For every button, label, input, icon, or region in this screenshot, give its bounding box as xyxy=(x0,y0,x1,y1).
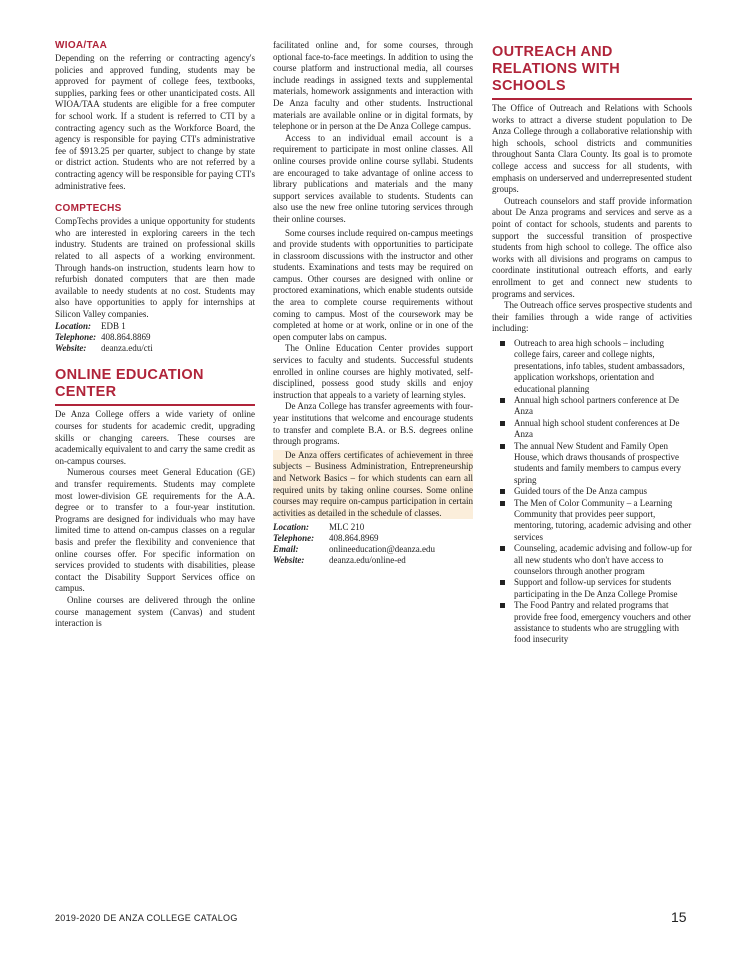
wioa-paragraph: Depending on the referring or contracting agency's policies and approved funding, students may be approved for payment of college fees, textbooks, supplies, parking fees or other unanticipated costs. All WIOA/TAA students are eligible for a free computer for school work. If a student is referred to CTI by a contracting agency such as the Workforce Board, the agency is responsible for paying CTI's administrative fee of $913.25 per quarter, subject to change by state or district action. Students who are not referred by a contracting agency will be responsible for paying CTI's administrative fees. xyxy=(55,53,255,191)
list-item: Support and follow-up services for students participating in the De Anza College Promise xyxy=(492,577,692,600)
contact-label: Website: xyxy=(55,343,87,354)
outreach-heading: OUTREACH AND RELATIONS WITH SCHOOLS xyxy=(492,44,692,100)
contact-label: Location: xyxy=(55,321,91,332)
list-item: Guided tours of the De Anza campus xyxy=(492,486,692,497)
online-paragraph-2: Numerous courses meet General Education (GE) and transfer requirements. Students may complete most lower-division GE requirements for the A.A. degree or to transfer to a four-year institution. Programs are designed for individuals who may have limited time to attend on-campus classes on a regular basis and prefer the flexibility and convenience that online courses offer. For specific information on services provided to students with disabilities, please contact the Disability Support Services office on campus. xyxy=(55,467,255,594)
outreach-paragraph-3: The Outreach office serves prospective students and their families through a wide range of activities including: xyxy=(492,300,692,334)
online-education-heading: ONLINE EDUCATION CENTER xyxy=(55,367,255,406)
outreach-paragraph-2: Outreach counselors and staff provide information about De Anza programs and services and serve as a point of contact for schools, students and parents to support the successful transition of prospective students from high school to college. The office also works with all divisions and programs on campus to coordinate institutional outreach efforts, and early enrollment to get and connect new students to programs and services. xyxy=(492,195,692,299)
list-item: Annual high school partners conference at De Anza xyxy=(492,395,692,418)
online-paragraph-4: facilitated online and, for some courses, through optional face-to-face meetings. In addition to using the course platform and instructional media, all courses include readings in assigned texts and supplemental materials, homework assignments and interaction with De Anza faculty and other students. Instructional materials are available online or in digital formats, by telephone or in person at the De Anza College campus. xyxy=(273,40,473,132)
contact-value[interactable]: onlineeducation@deanza.edu xyxy=(329,544,435,555)
contact-label: Website: xyxy=(273,555,305,566)
comptechs-contact-info xyxy=(55,321,255,354)
online-paragraph-7: The Online Education Center provides support services to faculty and students. Successful students enrolled in online courses are highly motivated, self-disciplined, possess good study skills and enjoy instruction that appeals to a variety of learning styles. xyxy=(273,343,473,400)
contact-row xyxy=(55,343,255,354)
highlighted-paragraph: De Anza offers certificates of achievement in three subjects – Business Administration, Entrepreneurship and Network Basics – for which students can earn all required units by taking online courses. Some online courses may require on-campus participation in certain activities as detailed in the schedule of classes. xyxy=(273,449,473,518)
contact-value[interactable]: deanza.edu/online-ed xyxy=(329,555,406,566)
online-paragraph-8: De Anza College has transfer agreements with four-year institutions that welcome and encourage students to transfer and complete B.A. or B.S. degrees online through programs. xyxy=(273,401,473,447)
online-paragraph-5: Access to an individual email account is a requirement to participate in most online classes. All online courses provide online course syllabi. Students are encouraged to take advantage of online access to library publications and materials and the many support services available to students. Students can also use the new free online tutoring services through their online courses. xyxy=(273,132,473,224)
wioa-heading: WIOA/TAA xyxy=(55,40,108,51)
column-left xyxy=(55,40,255,630)
contact-value: 408.864.8969 xyxy=(329,533,379,544)
contact-value[interactable]: deanza.edu/cti xyxy=(101,343,153,354)
list-item: The Food Pantry and related programs that provide free food, emergency vouchers and other assistance to students who are struggling with food insecurity xyxy=(492,600,692,646)
outreach-activity-list xyxy=(492,338,692,646)
contact-label: Location: xyxy=(273,522,309,533)
column-middle xyxy=(273,40,473,566)
contact-row xyxy=(273,544,473,555)
contact-row xyxy=(55,332,255,343)
online-contact-info xyxy=(273,522,473,566)
online-paragraph-3: Online courses are delivered through the online course management system (Canvas) and student interaction is xyxy=(55,594,255,629)
list-item: Outreach to area high schools – including college fairs, career and college nights, presentations, info tables, student ambassadors, application workshops, orientation and educational planning xyxy=(492,338,692,395)
online-paragraph-1: De Anza College offers a wide variety of online courses for students for academic credit, upgrading skills or changing careers. These courses are academically equivalent to and carry the same credit as on-campus courses. xyxy=(55,409,255,466)
catalog-footer-title: 2019-2020 DE ANZA COLLEGE CATALOG xyxy=(55,913,238,923)
list-item: The Men of Color Community – a Learning Community that provides peer support, mentoring, tutoring, academic advising and other services xyxy=(492,498,692,544)
contact-row xyxy=(55,321,255,332)
contact-label: Telephone: xyxy=(273,533,315,544)
page-number: 15 xyxy=(671,909,687,925)
contact-value: 408.864.8869 xyxy=(101,332,151,343)
contact-label: Email: xyxy=(273,544,299,555)
comptechs-heading: COMPTECHS xyxy=(55,203,122,215)
contact-row xyxy=(273,522,473,533)
contact-row xyxy=(273,555,473,566)
list-item: Annual high school student conferences at De Anza xyxy=(492,418,692,441)
contact-value: EDB 1 xyxy=(101,321,126,332)
column-right xyxy=(492,40,692,646)
outreach-paragraph-1: The Office of Outreach and Relations with Schools works to attract a diverse student population to De Anza College through a collaborative relationship with high schools, school districts and communities throughout Santa Clara County. Its goal is to promote college access and success for all students, with emphasis on underserved and underrepresented student groups. xyxy=(492,103,692,195)
contact-label: Telephone: xyxy=(55,332,97,343)
contact-value: MLC 210 xyxy=(329,522,365,533)
online-paragraph-6: Some courses include required on-campus meetings and provide students with opportunities to participate in classroom discussions with the instructor and other students. Examinations and tests may be required on campus. Other courses are designed with online or proctored examinations, which enable students outside the area to complete course requirements without coming to campus. Most of the coursework may be completed at home or at work, online or in one of the open computer labs on campus. xyxy=(273,227,473,342)
comptechs-paragraph: CompTechs provides a unique opportunity for students who are interested in exploring careers in the tech industry. Students are trained on professional skills related to all aspects of a working environment. Through hands-on instruction, students learn how to refurbish donated computers that are then made available to needy students at no cost. Students may also have opportunities to apply for internships at Silicon Valley companies. xyxy=(55,216,255,319)
list-item: The annual New Student and Family Open House, which draws thousands of prospective students and family members to campus every spring xyxy=(492,441,692,487)
list-item: Counseling, academic advising and follow-up for all new students who don't have access to counselors through another program xyxy=(492,543,692,577)
contact-row xyxy=(273,533,473,544)
